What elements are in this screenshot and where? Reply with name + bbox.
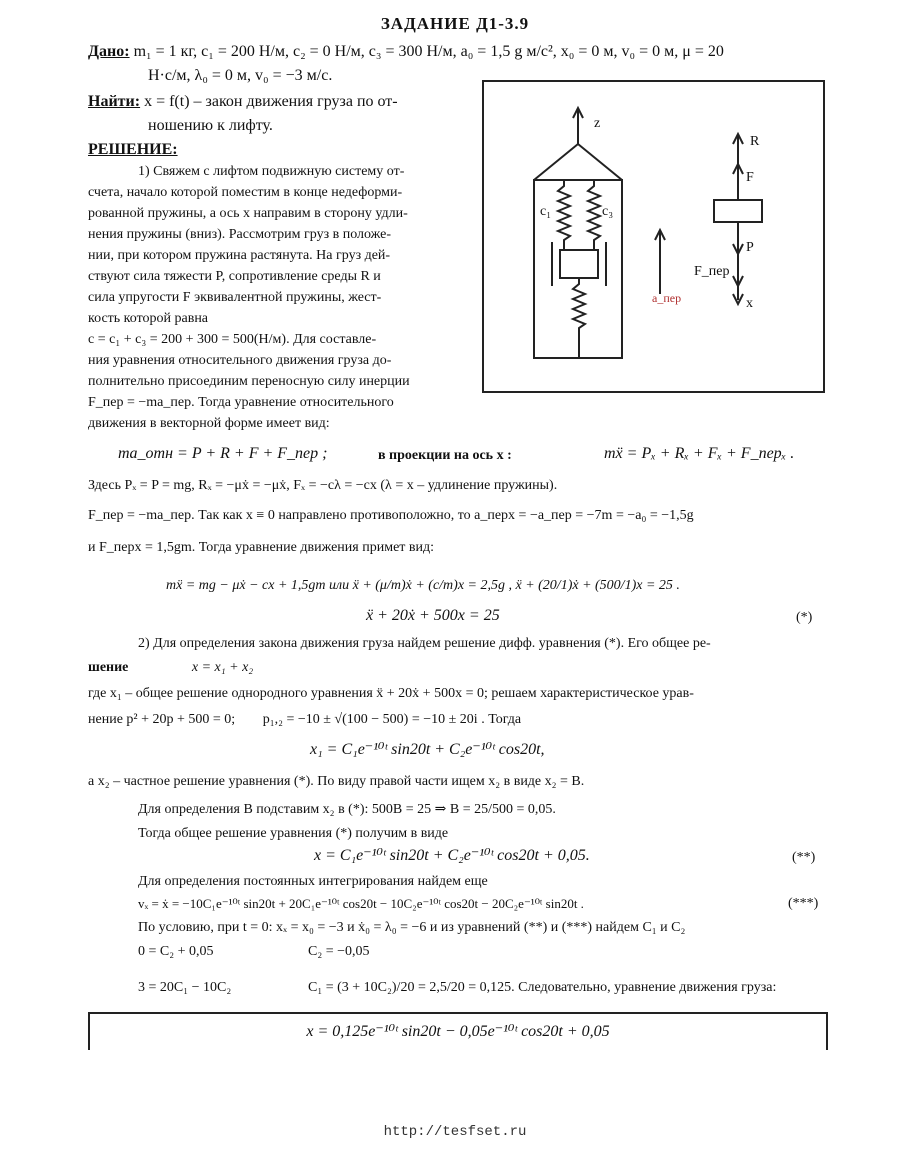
here-line: Здесь Pₓ = P = mg, Rₓ = −μẋ = −μẋ, Fₓ = −cλ = −cx (λ = x – удлинение пружины).	[88, 478, 558, 493]
given-line-1	[88, 42, 724, 62]
vector-equation: ma_отн = P + R + F + F_пер ;	[118, 445, 328, 462]
label-f-per: F_пер	[694, 264, 730, 279]
label-r: R	[750, 134, 760, 149]
speed-equation: vₓ = ẋ = −10C₁e⁻¹⁰ᵗ sin20t + 20C₁e⁻¹⁰ᵗ cos20t − 10C₂e⁻¹⁰ᵗ cos20t − 20C₂e⁻¹⁰ᵗ sin20t .	[138, 896, 584, 911]
find-line-1	[88, 92, 398, 112]
text-line: движения в векторной форме имеет вид:	[88, 416, 330, 431]
char-equation: нение p² + 20p + 500 = 0;	[88, 712, 236, 727]
answer-equation: x = 0,125e⁻¹⁰ᵗ sin20t − 0,05e⁻¹⁰ᵗ cos20t + 0,05	[306, 1023, 610, 1040]
label-f: F	[746, 170, 754, 185]
step2-sum: x = x₁ + x₂	[191, 660, 254, 675]
text-line: ствуют сила тяжести P, сопротивление среды R и	[88, 269, 381, 284]
text-line: F_пер = −ma_пер. Тогда уравнение относительного	[88, 395, 394, 410]
text-line: нения пружины (вниз). Рассмотрим груз в положе-	[88, 227, 392, 242]
equation-mark-3: (***)	[788, 896, 819, 911]
general-equation: x = C₁e⁻¹⁰ᵗ sin20t + C₂e⁻¹⁰ᵗ cos20t + 0,05.	[314, 847, 590, 864]
find-text-1: x = f(t) – закон движения груза по от-	[144, 93, 398, 110]
find-text-2: ношению к лифту.	[148, 117, 273, 134]
text-line: c = c₁ + c₃ = 200 + 300 = 500(Н/м). Для составле-	[88, 332, 377, 347]
projection-equation: mẍ = Pₓ + Rₓ + Fₓ + F_перₓ .	[604, 445, 795, 462]
conditions-line: По условию, при t = 0: xₓ = x₀ = −3 и ẋ₀ = λ₀ = −6 и из уравнений (**) и (***) найдем C₁ и C₂	[138, 920, 686, 935]
task-title: ЗАДАНИЕ Д1-3.9	[380, 14, 530, 33]
text-line: нии, при котором пружина растянута. На груз дей-	[88, 248, 391, 263]
text-line: ния уравнения относительного движения груза до-	[88, 353, 392, 368]
x2-line: а x₂ – частное решение уравнения (*). По виду правой части ищем x₂ в виде x₂ = B.	[88, 774, 585, 789]
given-label: Дано:	[88, 43, 130, 60]
speed-line: Для определения постоянных интегрирования найдем еще	[138, 874, 488, 889]
text-line: сила упругости F эквивалентной пружины, жест-	[88, 290, 382, 305]
x1-equation: x₁ = C₁e⁻¹⁰ᵗ sin20t + C₂e⁻¹⁰ᵗ cos20t,	[310, 741, 545, 758]
step2-line-3: где x₁ – общее решение однородного уравнения ẍ + 20ẋ + 500x = 0; решаем характеристическое урав-	[88, 686, 694, 701]
fper-line: F_пер = −ma_пер. Так как x ≡ 0 направлено противоположно, то a_перx = −a_пер = −7m = −a₀ = −1,5g	[88, 508, 694, 523]
text-line: полнительно присоединим переносную силу инерции	[88, 374, 410, 389]
given-text-1: m₁ = 1 кг, c₁ = 200 Н/м, c₂ = 0 Н/м, c₃ = 300 Н/м, a₀ = 1,5 g м/с², x₀ = 0 м, v₀ = 0 м, μ = 20	[133, 43, 724, 60]
label-x: x	[746, 296, 753, 311]
c-equation-b1: 3 = 20C₁ − 10C₂	[138, 980, 232, 995]
mechanism-diagram	[484, 82, 823, 391]
given-text-2: Н·с/м, λ₀ = 0 м, v₀ = −3 м/с.	[148, 67, 333, 84]
general-line: Тогда общее решение уравнения (*) получим в виде	[138, 826, 449, 841]
footer-url: http://tesfset.ru	[383, 1124, 527, 1140]
label-p: P	[746, 240, 754, 255]
text-line: 1) Свяжем с лифтом подвижную систему от-	[138, 164, 405, 179]
main-equation: mẍ = mg − μẋ − cx + 1,5gm или ẍ + (μ/m)ẋ + (c/m)x = 2,5g , ẍ + (20/1)ẋ + (500/1)x = 25 .	[166, 578, 680, 593]
find-label: Найти:	[88, 93, 141, 110]
text-line: рованной пружины, а ось x направим в сторону удли-	[88, 206, 408, 221]
figure-box	[482, 80, 825, 393]
c-equation-a1: 0 = C₂ + 0,05	[138, 944, 214, 959]
fper-line-2: и F_перx = 1,5gm. Тогда уравнение движения примет вид:	[88, 540, 435, 555]
main-equation-2: ẍ + 20ẋ + 500x = 25	[366, 607, 500, 624]
step2-word: шение	[88, 660, 129, 675]
b-line: Для определения B подставим x₂ в (*): 500B = 25 ⇒ B = 25/500 = 0,05.	[138, 802, 556, 817]
roots: p₁,₂ = −10 ± √(100 − 500) = −10 ± 20i . Тогда	[262, 712, 522, 727]
c-equation-a2: C₂ = −0,05	[308, 944, 370, 959]
text-line: счета, начало которой поместим в конце недеформи-	[88, 185, 403, 200]
equation-mark-2: (**)	[792, 850, 816, 865]
label-a-per: a_пер	[652, 291, 682, 305]
solution-label: РЕШЕНИЕ:	[88, 141, 178, 158]
label-c3: c₃	[602, 204, 614, 219]
text-line: кость которой равна	[88, 311, 209, 326]
step2-line-4	[88, 710, 521, 730]
step2-line-2	[88, 658, 253, 678]
label-z: z	[594, 116, 601, 131]
equation-mark-1: (*)	[796, 610, 813, 625]
label-c1: c₁	[540, 204, 552, 219]
answer-box	[88, 1012, 828, 1050]
c-equation-b2: C₁ = (3 + 10C₂)/20 = 2,5/20 = 0,125. Следовательно, уравнение движения груза:	[308, 980, 777, 995]
step2-line-1: 2) Для определения закона движения груза найдем решение дифф. уравнения (*). Его общее ре-	[138, 636, 711, 651]
projection-note: в проекции на ось x :	[378, 448, 512, 463]
